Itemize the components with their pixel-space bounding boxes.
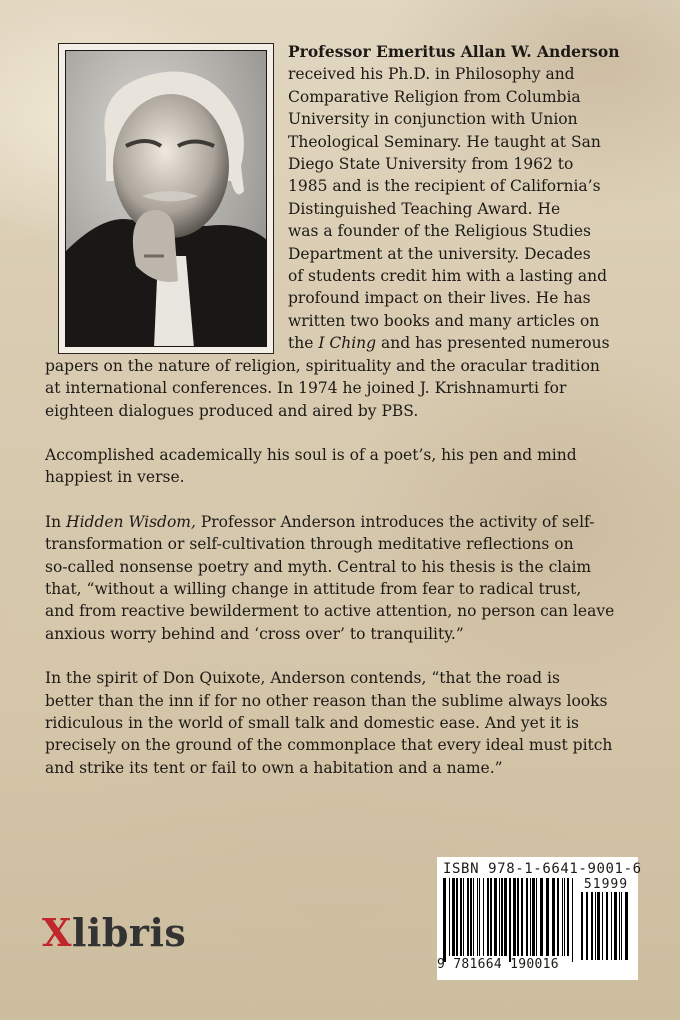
bio-line: Comparative Religion from Columbia <box>288 87 581 106</box>
paragraph-hidden-wisdom <box>45 511 637 645</box>
barcode-bar <box>562 878 563 956</box>
paragraph-line: and strike its tent or fail to own a habitation and a name.” <box>45 758 503 777</box>
author-name: Professor Emeritus Allan W. Anderson <box>288 42 620 61</box>
barcode-bar <box>460 878 462 956</box>
barcode-bar <box>530 878 531 956</box>
back-cover-text <box>45 41 637 779</box>
paragraph-don-quixote <box>45 667 637 779</box>
bio-line: profound impact on their lives. He has <box>288 289 591 308</box>
para-text: Professor Anderson introduces the activity of self- <box>195 512 595 531</box>
barcode-bar <box>443 878 446 962</box>
barcode-bar <box>621 892 622 960</box>
barcode-bar <box>625 892 628 960</box>
barcode-bar <box>614 892 617 960</box>
barcode-bar <box>467 878 469 956</box>
barcode-bar <box>477 878 478 956</box>
barcode-addon <box>581 878 631 964</box>
barcode-bar <box>567 878 569 956</box>
bio-line: papers on the nature of religion, spirituality and the oracular tradition <box>45 356 600 375</box>
paragraph-line: and from reactive bewilderment to active attention, no person can leave <box>45 602 615 621</box>
bio-text: and has presented numerous <box>376 334 610 353</box>
barcode-bar <box>540 878 543 956</box>
isbn-barcode <box>437 857 642 980</box>
barcode-addon-bars <box>581 892 631 960</box>
barcode-bar <box>483 878 484 956</box>
bio-line: of students credit him with a lasting and <box>288 267 608 286</box>
paragraph-line: better than the inn if for no other reason than the sublime always looks <box>45 691 608 710</box>
bio-line: was a founder of the Religious Studies <box>288 222 591 241</box>
barcode-bar <box>499 878 500 956</box>
barcode-bar <box>595 892 596 960</box>
barcode-bar <box>557 878 559 956</box>
barcode-bar <box>513 878 516 956</box>
barcode-bar <box>564 878 565 956</box>
paragraph-line: anxious worry behind and ‘cross over’ to tranquility.” <box>45 624 464 643</box>
bio-line: at international conferences. In 1974 he joined J. Krishnamurti for <box>45 379 567 398</box>
barcode-bar <box>546 878 549 956</box>
book-title-i-ching: I Ching <box>318 334 377 353</box>
barcode-bar <box>619 892 620 960</box>
bio-line: Distinguished Teaching Award. He <box>288 199 561 218</box>
paragraph-line: happiest in verse. <box>45 468 185 487</box>
barcode-bar <box>602 892 603 960</box>
barcode-bar <box>473 878 474 956</box>
barcode-bar <box>517 878 519 956</box>
barcode-bar <box>591 892 593 960</box>
bio-line: received his Ph.D. in Philosophy and <box>288 65 575 84</box>
barcode-bar <box>597 892 600 960</box>
barcode-bar <box>479 878 480 956</box>
bio-line: Theological Seminary. He taught at San <box>288 132 601 151</box>
paragraph-line: transformation or self-cultivation through meditative reflections on <box>45 535 574 554</box>
bio-head <box>288 41 637 355</box>
barcode-bar <box>611 892 612 960</box>
barcode-bar <box>586 892 588 960</box>
barcode-bars-row <box>443 878 632 962</box>
barcode-bar <box>536 878 537 956</box>
barcode-bar <box>509 878 511 962</box>
barcode-bar <box>490 878 492 956</box>
barcode-bar <box>532 878 535 956</box>
bio-line: written two books and many articles on <box>288 311 600 330</box>
barcode-addon-code: 51999 <box>583 877 629 892</box>
bio-line: University in conjunction with Union <box>288 110 578 129</box>
barcode-bar <box>521 878 523 956</box>
barcode-bar <box>581 892 583 960</box>
bio-line: eighteen dialogues produced and aired by PBS. <box>45 401 419 420</box>
bio-line: Diego State University from 1962 to <box>288 155 574 174</box>
barcode-bar <box>463 878 464 956</box>
barcode-bar <box>452 878 455 956</box>
barcode-bar <box>456 878 458 956</box>
bio-line <box>288 332 637 354</box>
paragraph-line: so-called nonsense poetry and myth. Central to his thesis is the claim <box>45 557 592 576</box>
barcode-bar <box>526 878 528 956</box>
isbn-number: ISBN 978-1-6641-9001-6 <box>443 861 642 877</box>
barcode-digits: 9 781664 190016 <box>437 957 559 972</box>
bio-text: the <box>288 334 319 353</box>
barcode-bar <box>504 878 507 956</box>
paragraph-line: that, “without a willing change in attitude from fear to radical trust, <box>45 579 582 598</box>
paragraph-line: Accomplished academically his soul is of a poet’s, his pen and mind <box>45 445 577 464</box>
barcode-bar <box>606 892 608 960</box>
bio-line: 1985 and is the recipient of California’s <box>288 177 601 196</box>
publisher-logo-x: X <box>42 910 72 955</box>
barcode-bar <box>494 878 497 956</box>
barcode-bar <box>572 878 573 962</box>
publisher-logo-rest: libris <box>71 910 187 955</box>
barcode-bar <box>552 878 555 956</box>
paragraph-line: precisely on the ground of the commonplace that every ideal must pitch <box>45 736 613 755</box>
barcode-bar <box>487 878 489 956</box>
paragraph-line: In the spirit of Don Quixote, Anderson contends, “that the road is <box>45 669 560 688</box>
barcode-bar <box>470 878 472 956</box>
book-title-hidden-wisdom: Hidden Wisdom, <box>66 512 196 531</box>
barcode-bar <box>501 878 503 956</box>
barcode-bar <box>449 878 450 956</box>
para-text: In <box>45 512 67 531</box>
paragraph-line <box>45 511 637 533</box>
paragraph-poet <box>45 444 637 489</box>
paragraph-line: ridiculous in the world of small talk and domestic ease. And yet it is <box>45 713 580 732</box>
bio-line: Department at the university. Decades <box>288 244 591 263</box>
publisher-logo <box>42 910 186 955</box>
barcode-main-bars <box>443 878 577 962</box>
bio-continuation <box>45 355 637 422</box>
